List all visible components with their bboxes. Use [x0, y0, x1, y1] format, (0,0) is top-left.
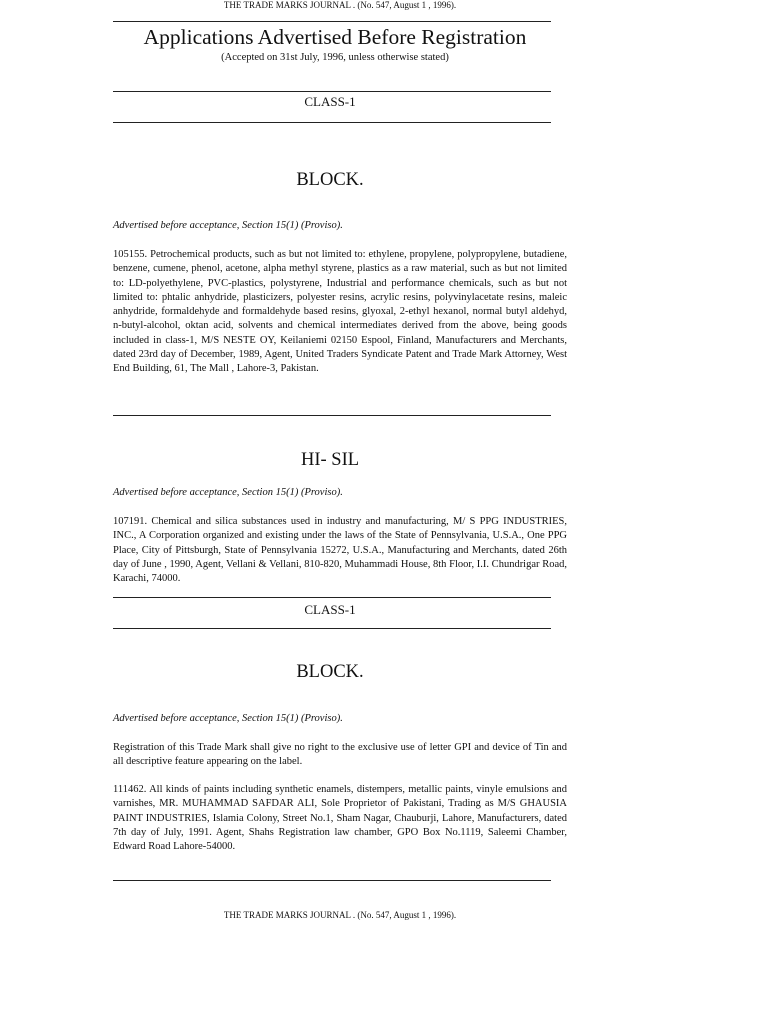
running-header: THE TRADE MARKS JOURNAL . (No. 547, August 1 , 1996).: [223, 0, 457, 10]
class-label: CLASS-1: [304, 94, 356, 109]
class-bottom-rule: [113, 122, 551, 123]
trade-mark-title: BLOCK.: [296, 170, 364, 190]
application-entry: 105155. Petrochemical products, such as but not limited to: ethylene, propylene, polypropylene, butadiene, benzene, cumene, phenol, acetone, alpha methyl styrene, plastics as a raw material, such as but not limited to: LD-polyethylene, PVC-plastics, polystyrene, Industrial and performance chemicals, such as but not limited to: phtalic anhydride, plasticizers, polyester resins, acrylic resins, polyvinylacetate resins, maleic anhydride, formaldehyde and formaldehyde based resins, glyoxal, 2-ethyl hexanol, normal butyl aldehyd, n-butyl-alcohol, oktan acid, solvents and chemical intermediates derived from the above, being goods included in class-1, M/S NESTE OY, Keilaniemi 02150 Espool, Finland, Manufacturers and Merchants, dated 23rd day of December, 1989, Agent, United Traders Syndicate Patent and Trade Mark Attorney, West End Building, 61, The Mall , Lahore-3, Pakistan.: [113, 249, 567, 375]
class-top-rule: [113, 91, 551, 92]
advertisement-note: Advertised before acceptance, Section 15(1) (Proviso).: [113, 713, 343, 724]
running-footer: THE TRADE MARKS JOURNAL . (No. 547, August 1 , 1996).: [223, 910, 457, 920]
application-entry: 107191. Chemical and silica substances used in industry and manufacturing, M/ S PPG INDUSTRIES, INC., A Corporation organized and existing under the laws of the State of Pennsylvania, U.S.A., One PPG Place, City of Pittsburgh, State of Pennsylvania 15272, U.S.A., Manufacturing and Merchants, dated 26th day of June , 1990, Agent, Vellani & Vellani, 810-820, Muhammadi House, 8th Floor, I.I. Chundrigar Road, Karachi, 74000.: [113, 516, 567, 585]
advertisement-note: Advertised before acceptance, Section 15(1) (Proviso).: [113, 487, 343, 498]
section-subtitle: (Accepted on 31st July, 1996, unless otherwise stated): [221, 52, 449, 63]
class-bottom-rule: [113, 628, 551, 629]
trade-mark-title: BLOCK.: [296, 662, 364, 682]
advertisement-note: Advertised before acceptance, Section 15(1) (Proviso).: [113, 220, 343, 231]
section-title: Applications Advertised Before Registration: [143, 25, 527, 49]
application-entry: 111462. All kinds of paints including synthetic enamels, distempers, metallic paints, vinyle emulsions and varnishes, MR. MUHAMMAD SAFDAR ALI, Sole Proprietor of Pakistani, Trading as M/S GHAUSIA PAINT INDUSTRIES, Islamia Colony, Street No.1, Sham Nagar, Chauburji, Lahore, Manufacturers, dated 7th day of July, 1991. Agent, Shahs Registration law chamber, GPO Box No.1119, Saleemi Chamber, Edward Road Lahore-54000.: [113, 784, 567, 853]
class-label: CLASS-1: [304, 602, 356, 617]
entry-separator-rule: [113, 415, 551, 416]
disclaimer-text: Registration of this Trade Mark shall give no right to the exclusive use of letter GPI and device of Tin and all descriptive feature appearing on the label.: [113, 742, 567, 768]
entry-separator-rule: [113, 880, 551, 881]
header-rule: [113, 21, 551, 22]
class-top-rule: [113, 597, 551, 598]
trade-mark-title: HI- SIL: [300, 450, 360, 470]
